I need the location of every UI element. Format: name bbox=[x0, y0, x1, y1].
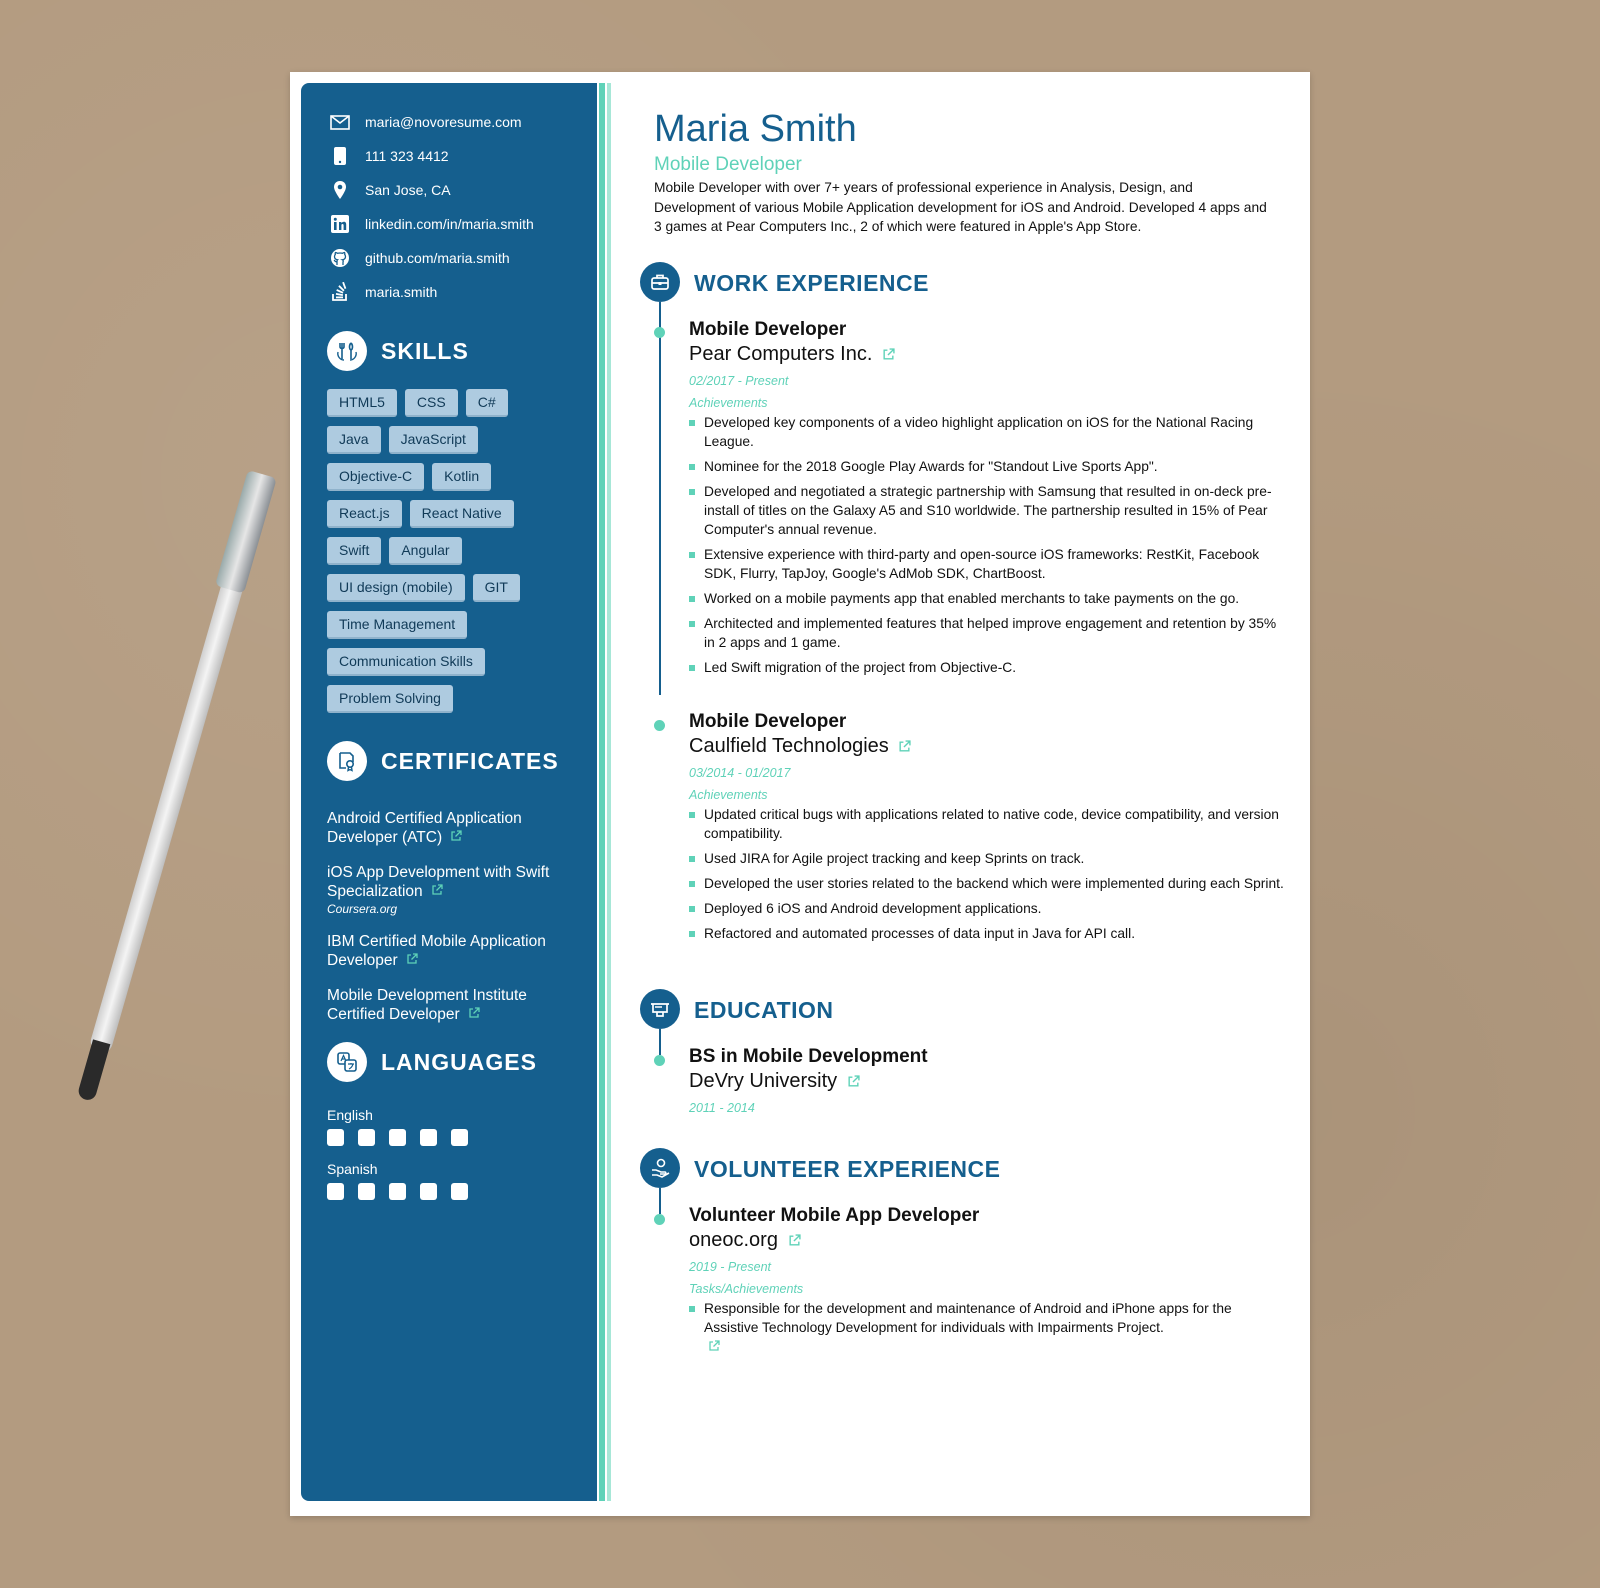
contact-text: San Jose, CA bbox=[365, 182, 451, 198]
volunteer-title: Volunteer Mobile App Developer bbox=[689, 1205, 980, 1226]
language-name: Spanish bbox=[327, 1161, 378, 1177]
certificate-icon bbox=[327, 741, 367, 781]
skills-icon bbox=[327, 331, 367, 371]
level-dot bbox=[420, 1129, 437, 1146]
phone-icon bbox=[329, 145, 351, 167]
achievement-item: Nominee for the 2018 Google Play Awards for "Standout Live Sports App". bbox=[689, 457, 1289, 476]
candidate-name: Maria Smith bbox=[654, 108, 857, 150]
skills-list bbox=[327, 389, 577, 722]
education-entry bbox=[689, 1045, 1289, 1116]
languages-heading bbox=[327, 1042, 537, 1082]
certificates-title: CERTIFICATES bbox=[381, 747, 559, 774]
contact-text: 111 323 4412 bbox=[365, 148, 449, 164]
skill-tag: HTML5 bbox=[327, 389, 397, 417]
external-link-icon[interactable] bbox=[450, 828, 462, 847]
external-link-icon[interactable] bbox=[882, 343, 895, 367]
company-name: Caulfield Technologies bbox=[689, 735, 889, 757]
contact-text: maria.smith bbox=[365, 284, 438, 300]
job-title: Mobile Developer bbox=[689, 319, 847, 340]
skill-tag: JavaScript bbox=[389, 426, 478, 454]
skill-tag: Kotlin bbox=[432, 463, 491, 491]
task-list bbox=[689, 1299, 1289, 1357]
skill-row bbox=[327, 426, 577, 454]
language-name: English bbox=[327, 1107, 373, 1123]
languages-icon bbox=[327, 1042, 367, 1082]
github-icon bbox=[329, 247, 351, 269]
school-name: DeVry University bbox=[689, 1070, 838, 1092]
contact-text: maria@novoresume.com bbox=[365, 114, 522, 130]
contact-location bbox=[329, 179, 451, 201]
level-dot bbox=[389, 1183, 406, 1200]
achievements-label: Achievements bbox=[689, 787, 768, 802]
contact-text: linkedin.com/in/maria.smith bbox=[365, 216, 534, 232]
education-dates: 2011 - 2014 bbox=[689, 1100, 755, 1115]
certificate-item bbox=[327, 809, 577, 847]
education-section-icon bbox=[640, 989, 680, 1029]
org-line bbox=[689, 1228, 1289, 1253]
timeline-line bbox=[659, 1029, 661, 1055]
external-link-icon[interactable] bbox=[898, 735, 911, 759]
timeline-line bbox=[659, 1188, 661, 1214]
achievement-item: Developed the user stories related to the backend which were implemented during each Sprint. bbox=[689, 874, 1289, 893]
work-entry bbox=[689, 710, 1289, 949]
external-link-icon[interactable] bbox=[406, 951, 418, 970]
skill-row bbox=[327, 648, 577, 676]
skill-row bbox=[327, 500, 577, 528]
skills-title: SKILLS bbox=[381, 337, 469, 364]
volunteer-heading: VOLUNTEER EXPERIENCE bbox=[694, 1156, 1001, 1182]
school-line bbox=[689, 1069, 1289, 1094]
skill-row bbox=[327, 389, 577, 417]
achievement-list bbox=[689, 413, 1289, 677]
timeline-dot bbox=[654, 327, 665, 338]
certificate-title: Mobile Development Institute Certified Developer bbox=[327, 987, 527, 1023]
certificate-title: Android Certified Application Developer (ATC) bbox=[327, 810, 522, 846]
external-link-icon[interactable] bbox=[468, 1005, 480, 1024]
achievement-item: Updated critical bugs with applications related to native code, device compatibility, and version compatibility. bbox=[689, 805, 1289, 843]
timeline-dot bbox=[654, 1214, 665, 1225]
contact-stackoverflow[interactable] bbox=[329, 281, 437, 303]
tasks-label: Tasks/Achievements bbox=[689, 1281, 804, 1296]
timeline-line bbox=[659, 337, 661, 695]
certificate-item bbox=[327, 863, 577, 917]
achievement-item: Architected and implemented features that helped improve engagement and retention by 35% in 2 apps and 1 game. bbox=[689, 614, 1289, 652]
skill-tag: UI design (mobile) bbox=[327, 574, 465, 602]
achievement-item: Used JIRA for Agile project tracking and keep Sprints on track. bbox=[689, 849, 1289, 868]
level-dot bbox=[327, 1183, 344, 1200]
skill-row bbox=[327, 463, 577, 491]
skill-tag: Communication Skills bbox=[327, 648, 485, 676]
certificate-source: Coursera.org bbox=[327, 902, 398, 917]
achievements-label: Achievements bbox=[689, 395, 768, 410]
achievement-item: Developed and negotiated a strategic partnership with Samsung that resulted in on-deck pre-install of titles on the Galaxy A5 and S10 worldwide. The partnership resulted in 15% of Pear Computer's annual revenue. bbox=[689, 482, 1289, 539]
work-experience-heading: WORK EXPERIENCE bbox=[694, 270, 929, 296]
candidate-role: Mobile Developer bbox=[654, 154, 802, 175]
skill-tag: React.js bbox=[327, 500, 402, 528]
contact-linkedin[interactable] bbox=[329, 213, 534, 235]
envelope-icon bbox=[329, 111, 351, 133]
level-dot bbox=[389, 1129, 406, 1146]
contact-email[interactable] bbox=[329, 111, 522, 133]
achievement-list bbox=[689, 805, 1289, 943]
level-dot bbox=[420, 1183, 437, 1200]
external-link-icon[interactable] bbox=[708, 1338, 720, 1357]
contact-text: github.com/maria.smith bbox=[365, 250, 510, 266]
location-pin-icon bbox=[329, 179, 351, 201]
job-dates: 02/2017 - Present bbox=[689, 373, 789, 388]
achievement-item: Led Swift migration of the project from Objective-C. bbox=[689, 658, 1289, 677]
skill-row bbox=[327, 574, 577, 602]
skill-row bbox=[327, 611, 577, 639]
certificate-title: IBM Certified Mobile Application Developer bbox=[327, 933, 546, 969]
languages-title: LANGUAGES bbox=[381, 1048, 537, 1075]
summary: Mobile Developer with over 7+ years of professional experience in Analysis, Design, and Development of various Mobile Application development for iOS and Android. Developed 4 apps and 3 games at Pear Computers Inc., 2 of which were featured in Apple's App Store. bbox=[654, 180, 1267, 234]
task-item bbox=[689, 1299, 1289, 1357]
company-name: Pear Computers Inc. bbox=[689, 343, 873, 365]
external-link-icon[interactable] bbox=[847, 1070, 860, 1094]
skills-heading bbox=[327, 331, 469, 371]
level-dot bbox=[327, 1129, 344, 1146]
level-dot bbox=[358, 1183, 375, 1200]
skill-tag: Objective-C bbox=[327, 463, 424, 491]
company-line bbox=[689, 734, 1289, 759]
level-dot bbox=[451, 1183, 468, 1200]
stackoverflow-icon bbox=[329, 281, 351, 303]
certificate-item bbox=[327, 932, 577, 970]
skill-tag: GIT bbox=[473, 574, 520, 602]
external-link-icon[interactable] bbox=[788, 1229, 801, 1253]
skill-tag: CSS bbox=[405, 389, 458, 417]
skill-tag: Time Management bbox=[327, 611, 467, 639]
job-title: Mobile Developer bbox=[689, 711, 847, 732]
accent-stripe bbox=[599, 83, 605, 1501]
resume-page bbox=[290, 72, 1310, 1516]
contact-github[interactable] bbox=[329, 247, 510, 269]
degree: BS in Mobile Development bbox=[689, 1046, 928, 1067]
achievement-item: Developed key components of a video highlight application on iOS for the National Racing League. bbox=[689, 413, 1289, 451]
skill-tag: Java bbox=[327, 426, 381, 454]
skill-row bbox=[327, 685, 577, 713]
level-dot bbox=[451, 1129, 468, 1146]
work-entry bbox=[689, 318, 1289, 683]
achievement-item: Extensive experience with third-party and open-source iOS frameworks: RestKit, Facebook SDK, Flurry, TapJoy, Google's AdMob SDK, ChartBoost. bbox=[689, 545, 1289, 583]
skill-tag: C# bbox=[466, 389, 508, 417]
language-spanish bbox=[327, 1161, 468, 1200]
timeline-dot bbox=[654, 720, 665, 731]
skill-tag: Angular bbox=[389, 537, 461, 565]
level-dot bbox=[358, 1129, 375, 1146]
skill-tag: React Native bbox=[410, 500, 514, 528]
company-line bbox=[689, 342, 1289, 367]
language-level bbox=[327, 1129, 468, 1146]
sidebar bbox=[301, 83, 597, 1501]
achievement-item: Worked on a mobile payments app that enabled merchants to take payments on the go. bbox=[689, 589, 1289, 608]
certificate-item bbox=[327, 986, 577, 1024]
education-heading: EDUCATION bbox=[694, 997, 834, 1023]
certificates-heading bbox=[327, 741, 559, 781]
skill-tag: Swift bbox=[327, 537, 381, 565]
external-link-icon[interactable] bbox=[431, 882, 443, 901]
language-level bbox=[327, 1183, 468, 1200]
job-dates: 03/2014 - 01/2017 bbox=[689, 765, 791, 780]
timeline-line bbox=[659, 302, 661, 328]
volunteer-section-icon bbox=[640, 1148, 680, 1188]
contact-phone[interactable] bbox=[329, 145, 449, 167]
linkedin-icon bbox=[329, 213, 351, 235]
accent-stripe-light bbox=[607, 83, 611, 1501]
achievement-item: Deployed 6 iOS and Android development applications. bbox=[689, 899, 1289, 918]
timeline-dot bbox=[654, 1055, 665, 1066]
volunteer-dates: 2019 - Present bbox=[689, 1259, 771, 1274]
org-name: oneoc.org bbox=[689, 1229, 778, 1251]
achievement-item: Refactored and automated processes of data input in Java for API call. bbox=[689, 924, 1289, 943]
skill-tag: Problem Solving bbox=[327, 685, 453, 713]
certificate-title: iOS App Development with Swift Specialization bbox=[327, 864, 550, 900]
volunteer-entry bbox=[689, 1204, 1289, 1363]
task-text: Responsible for the development and maintenance of Android and iPhone apps for the Assistive Technology Development for individuals with Impairments Project. bbox=[704, 1300, 1232, 1335]
work-section-icon bbox=[640, 262, 680, 302]
language-english bbox=[327, 1107, 468, 1146]
skill-row bbox=[327, 537, 577, 565]
